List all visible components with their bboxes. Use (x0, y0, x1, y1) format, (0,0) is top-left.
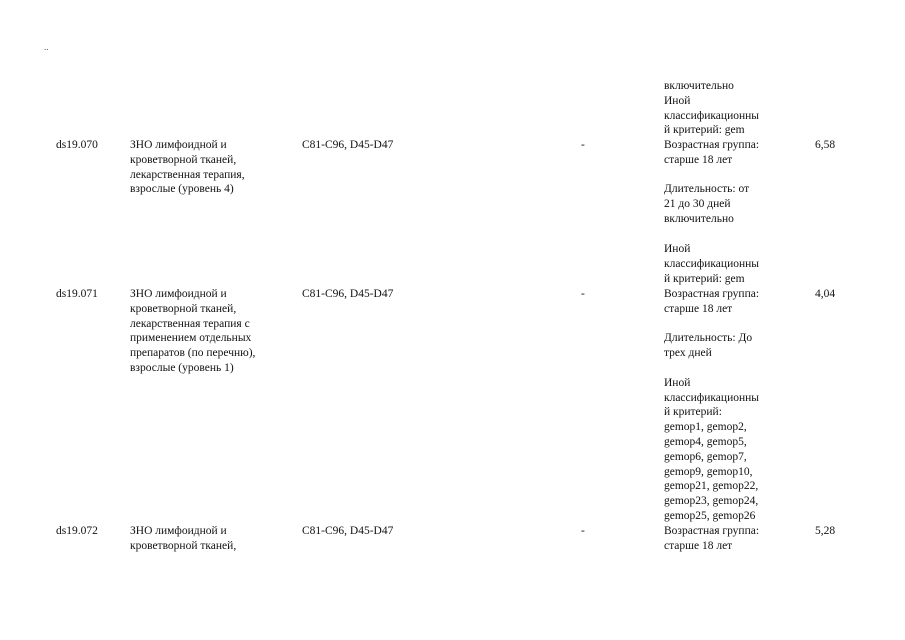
criteria-line: Длительность: от (664, 183, 750, 196)
criteria-line: й критерий: (664, 406, 722, 419)
name-line: кроветворной тканей, (130, 302, 237, 315)
row-mkb-codes: C81-C96, D45-D47 (302, 139, 394, 151)
name-line: кроветворной тканей, (130, 539, 237, 552)
criteria-line: 21 до 30 дней (664, 198, 731, 211)
row-name (130, 138, 245, 197)
criteria-line: старше 18 лет (664, 539, 733, 552)
name-line: ЗНО лимфоидной и (130, 139, 227, 151)
row-name (130, 524, 236, 554)
criteria-line: классификационны (664, 391, 760, 404)
row-mkb-codes: C81-C96, D45-D47 (302, 288, 394, 300)
criteria-line: Возрастная группа: (664, 525, 760, 537)
name-line: кроветворной тканей, (130, 153, 237, 166)
row-dash: - (581, 288, 585, 300)
row-criteria (664, 138, 759, 227)
criteria-line: включительно (664, 212, 734, 225)
criteria-line: gemop4, gemop5, (664, 435, 747, 448)
name-line: лекарственная терапия, (130, 168, 245, 181)
name-line: ЗНО лимфоидной и (130, 288, 227, 300)
criteria-line: Возрастная группа: (664, 139, 760, 151)
criteria-line: включительно (664, 80, 734, 92)
name-line: ЗНО лимфоидной и (130, 525, 227, 537)
criteria-line: й критерий: gem (664, 124, 745, 137)
name-line: препаратов (по перечню), (130, 347, 256, 360)
criteria-top-block (664, 79, 759, 138)
row-coefficient: 4,04 (815, 288, 836, 300)
criteria-line: gemop23, gemop24, (664, 495, 759, 508)
criteria-line: старше 18 лет (664, 153, 733, 166)
row-dash: - (581, 139, 585, 151)
criteria-line: gemop9, gemop10, (664, 465, 753, 478)
criteria-line: Иной (664, 243, 691, 255)
criteria-line: gemop1, gemop2, (664, 421, 747, 434)
name-line: взрослые (уровень 4) (130, 183, 234, 196)
criteria-line: Иной (664, 376, 691, 389)
criteria-line: трех дней (664, 347, 712, 360)
criteria-line: классификационны (664, 257, 760, 270)
row-coefficient: 6,58 (815, 139, 836, 151)
criteria-line: gemop25, gemop26 (664, 509, 756, 522)
criteria-line: gemop6, gemop7, (664, 450, 747, 463)
row-criteria (664, 287, 759, 524)
criteria-line: Возрастная группа: (664, 288, 760, 300)
row-mkb-codes: C81-C96, D45-D47 (302, 525, 394, 537)
criteria-line: Длительность: До (664, 332, 753, 345)
row-name (130, 287, 255, 376)
name-line: лекарственная терапия с (130, 317, 250, 330)
row-code: ds19.071 (56, 288, 98, 300)
corner-mark: .. (44, 42, 49, 52)
name-line: применением отдельных (130, 332, 252, 345)
row-dash: - (581, 525, 585, 537)
row-code: ds19.070 (56, 139, 98, 151)
row-code: ds19.072 (56, 525, 98, 537)
criteria-line: классификационны (664, 109, 760, 122)
row-coefficient: 5,28 (815, 525, 836, 537)
criteria-pre-block (664, 242, 759, 286)
criteria-line: Иной (664, 94, 691, 107)
criteria-line: старше 18 лет (664, 302, 733, 315)
name-line: взрослые (уровень 1) (130, 361, 234, 374)
criteria-line: gemop21, gemop22, (664, 480, 759, 493)
row-criteria (664, 524, 759, 554)
criteria-line: й критерий: gem (664, 272, 745, 285)
